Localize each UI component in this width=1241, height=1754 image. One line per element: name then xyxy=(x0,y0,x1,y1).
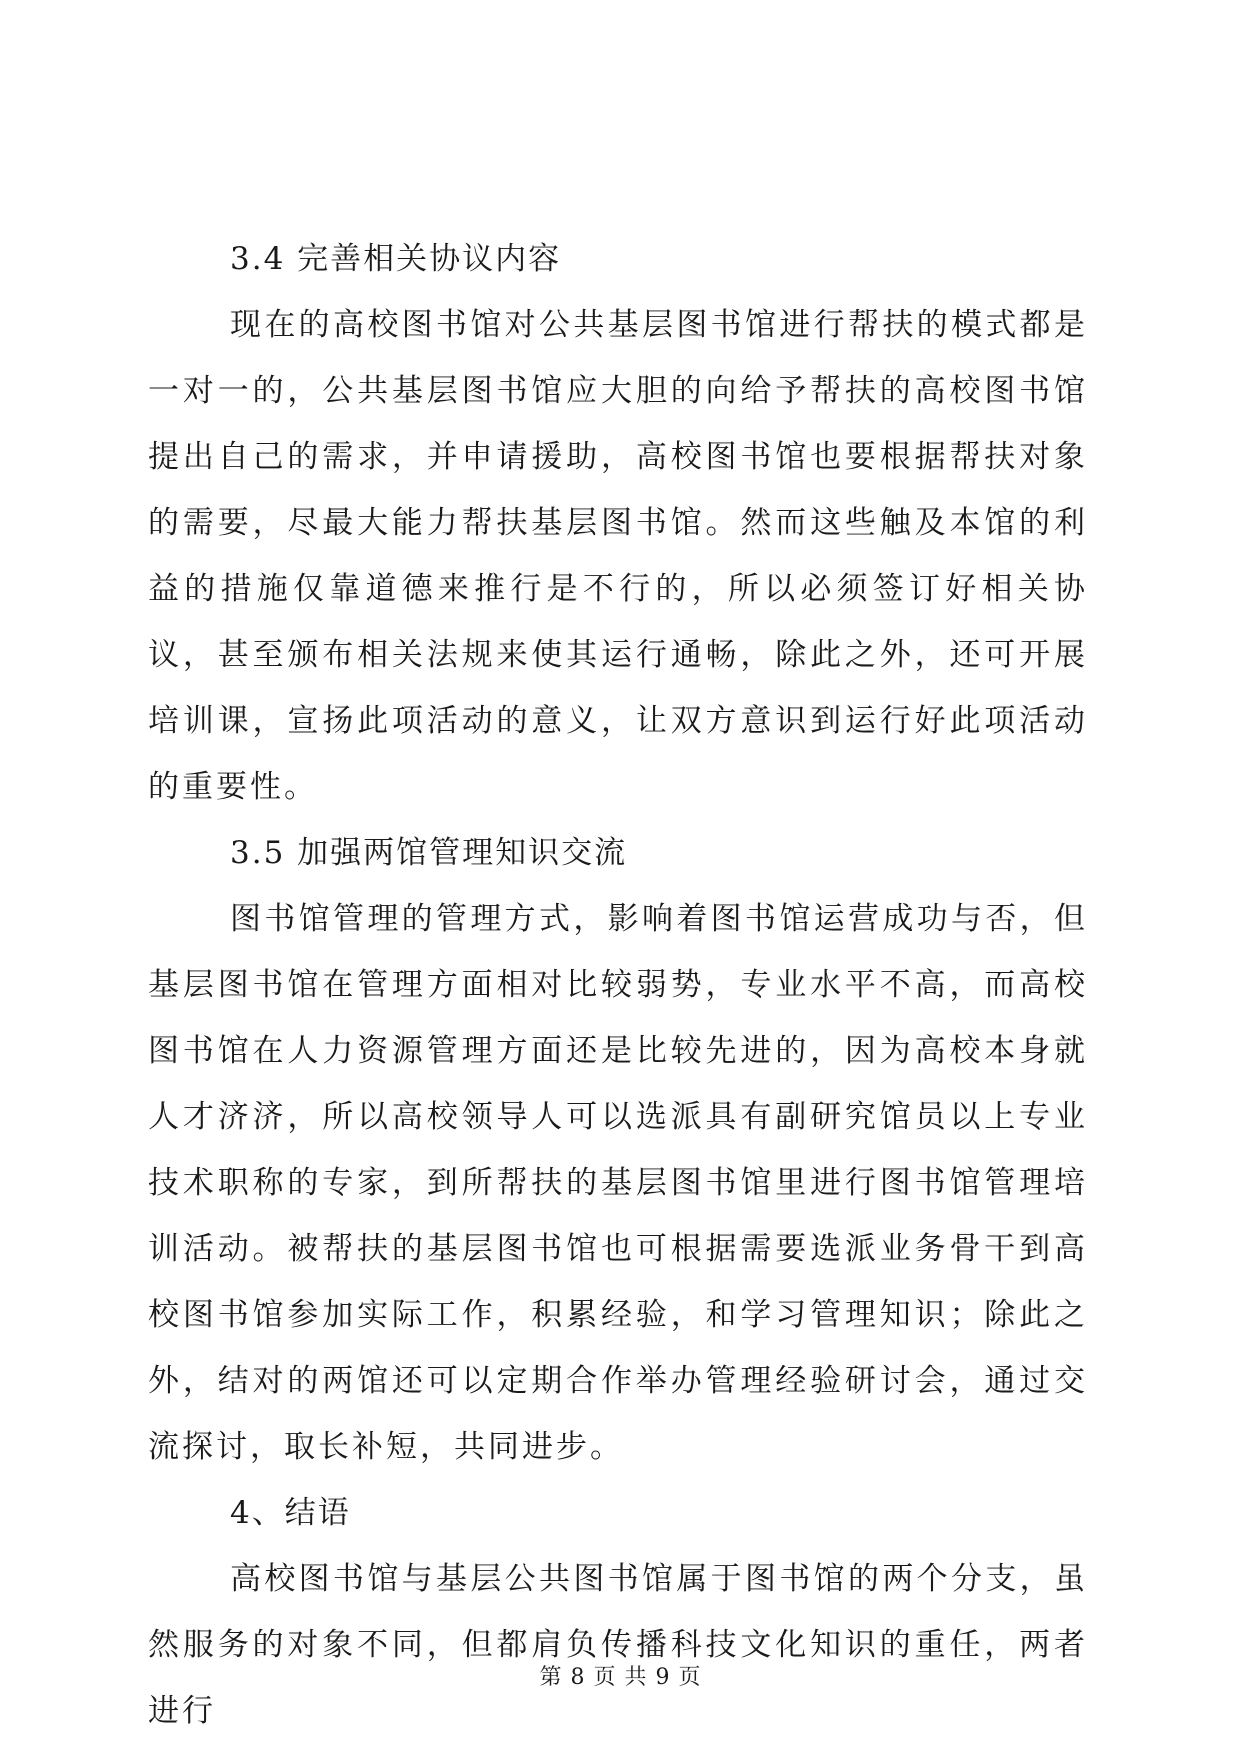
page-number-footer: 第 8 页 共 9 页 xyxy=(539,1665,702,1690)
paragraph-3-4: 现在的高校图书馆对公共基层图书馆进行帮扶的模式都是一对一的，公共基层图书馆应大胆的向给予帮扶的高校图书馆提出自己的需求，并申请援助，高校图书馆也要根据帮扶对象的需要，尽最大能力帮扶基层图书馆。然而这些触及本馆的利益的措施仅靠道德来推行是不行的，所以必须签订好相关协议，甚至颁布相关法规来使其运行通畅，除此之外，还可开展培训课，宣扬此项活动的意义，让双方意识到运行好此项活动的重要性。 xyxy=(148,307,1088,805)
paragraph-4: 高校图书馆与基层公共图书馆属于图书馆的两个分支，虽然服务的对象不同，但都肩负传播科技文化知识的重任，两者进行 xyxy=(148,1561,1088,1729)
section-heading-3-5: 3.5 加强两馆管理知识交流 xyxy=(230,835,628,871)
section-heading-4: 4、结语 xyxy=(230,1495,351,1531)
document-body xyxy=(148,226,1088,1744)
paragraph-3-5: 图书馆管理的管理方式，影响着图书馆运营成功与否，但基层图书馆在管理方面相对比较弱势，专业水平不高，而高校图书馆在人力资源管理方面还是比较先进的，因为高校本身就人才济济，所以高校领导人可以选派具有副研究馆员以上专业技术职称的专家，到所帮扶的基层图书馆里进行图书馆管理培训活动。被帮扶的基层图书馆也可根据需要选派业务骨干到高校图书馆参加实际工作，积累经验，和学习管理知识；除此之外，结对的两馆还可以定期合作举办管理经验研讨会，通过交流探讨，取长补短，共同进步。 xyxy=(148,901,1088,1465)
section-heading-3-4: 3.4 完善相关协议内容 xyxy=(230,241,562,277)
